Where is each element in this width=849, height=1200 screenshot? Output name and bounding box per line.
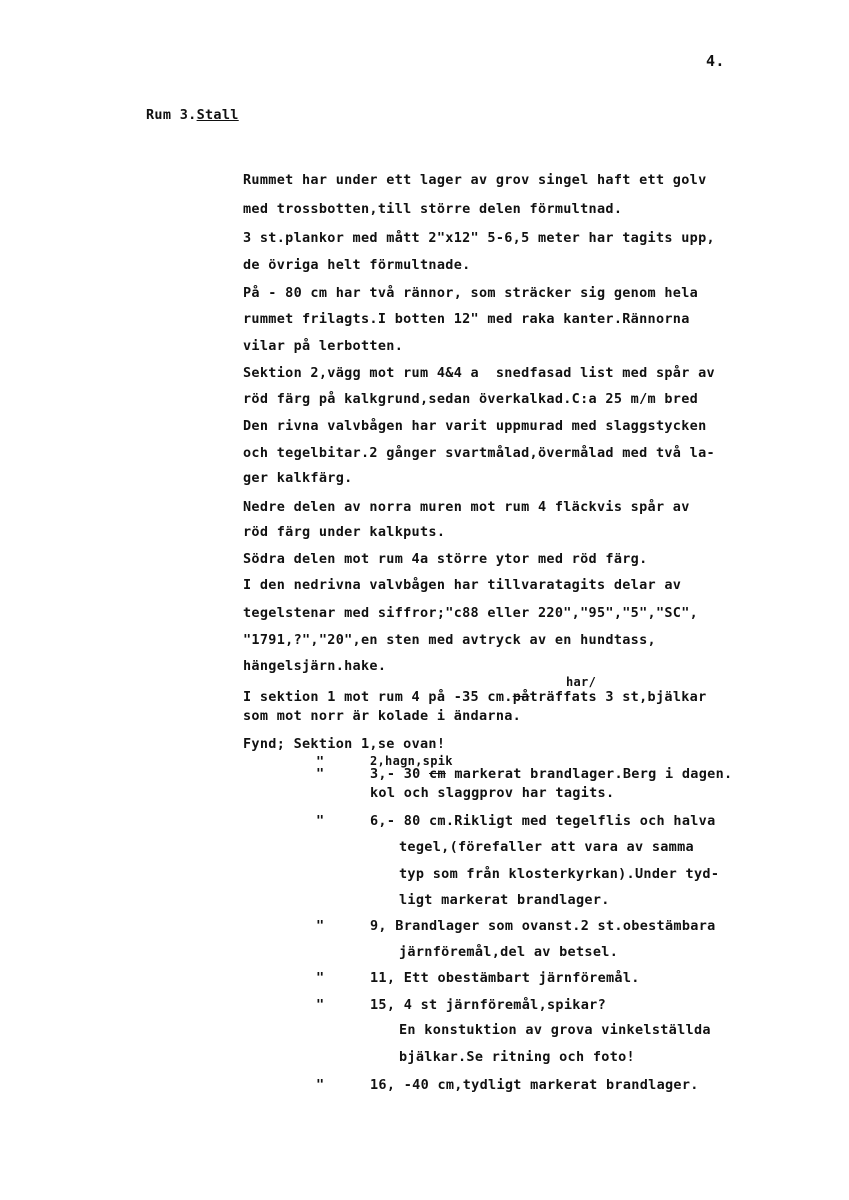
struck-word: på <box>512 689 530 705</box>
body-line: hängelsjärn.hake. <box>243 658 387 674</box>
handwritten-insertion: har/ <box>566 675 597 689</box>
sektion-note-text: I sektion 1 mot rum 4 på -35 cm. <box>243 689 513 705</box>
fynd-entry-text: järnföremål,del av betsel. <box>399 944 619 960</box>
struck-word: cm <box>429 766 446 782</box>
fynd-entry-row <box>370 1076 699 1094</box>
body-line: och tegelbitar.2 gånger svartmålad,övermålad med två la- <box>243 445 715 461</box>
fynd-first-row <box>243 735 445 753</box>
heading-room-name: Stall <box>196 107 239 123</box>
body-line: ger kalkfärg. <box>243 470 353 486</box>
body-line: Den rivna valvbågen har varit uppmurad med slaggstycken <box>243 418 707 434</box>
sektion-note-text-end: träffats 3 st,bjälkar <box>529 689 707 705</box>
body-line: "1791,?","20",en sten med avtryck av en hundtass, <box>243 632 656 648</box>
fynd-entry-text: kol och slaggprov har tagits. <box>370 785 615 801</box>
fynd-entry-text: ligt markerat brandlager. <box>399 892 610 908</box>
fynd-entry-text: -40 cm,tydligt markerat brandlager. <box>403 1077 699 1093</box>
body-line: vilar på lerbotten. <box>243 338 404 354</box>
fynd-entry-number: 9, <box>370 918 387 934</box>
fynd-entry-text: En konstuktion av grova vinkelställda <box>399 1022 711 1038</box>
page-number: 4. <box>706 52 725 70</box>
fynd-first-text: Sektion 1,se ovan! <box>293 736 446 752</box>
sektion-note-line <box>243 688 707 706</box>
ditto-mark: " <box>316 997 325 1013</box>
body-line: de övriga helt förmultnade. <box>243 257 471 273</box>
fynd-entry-number: 15, <box>370 997 396 1013</box>
body-line: med trossbotten,till större delen förmultnad. <box>243 201 623 217</box>
heading-prefix: Rum 3. <box>146 107 197 123</box>
ditto-mark: " <box>316 970 325 986</box>
fynd-entry-text: tegel,(förefaller att vara av samma <box>399 839 694 855</box>
fynd-entry-number: 16, <box>370 1077 396 1093</box>
fynd-entry-text: - 80 cm.Rikligt med tegelflis och halva <box>386 813 716 829</box>
fynd-entry-text: markerat brandlager.Berg i dagen. <box>454 766 733 782</box>
fynd-entry-row <box>370 917 716 935</box>
body-line: I den nedrivna valvbågen har tillvaratagits delar av <box>243 577 682 593</box>
body-line: rummet frilagts.I botten 12" med raka kanter.Rännorna <box>243 311 690 327</box>
fynd-entry-number: 6, <box>370 813 387 829</box>
body-line: tegelstenar med siffror;"c88 eller 220","95","5","SC", <box>243 605 699 621</box>
body-line: På - 80 cm har två rännor, som sträcker sig genom hela <box>243 285 699 301</box>
fynd-label: Fynd; <box>243 736 286 752</box>
ditto-mark: " <box>316 918 325 934</box>
fynd-entry-text: bjälkar.Se ritning och foto! <box>399 1049 635 1065</box>
fynd-entry-number: 3,- 30 <box>370 766 421 782</box>
page-heading <box>146 106 239 124</box>
fynd-entry-row <box>370 765 732 783</box>
fynd-entry-text: typ som från klosterkyrkan).Under tyd- <box>399 866 720 882</box>
handwritten-insertion: 2,hagn,spik <box>370 754 453 768</box>
ditto-mark: " <box>316 1077 325 1093</box>
body-line: Södra delen mot rum 4a större ytor med röd färg. <box>243 551 648 567</box>
ditto-mark: " <box>316 813 325 829</box>
fynd-entry-text: Ett obestämbart järnföremål. <box>403 970 640 986</box>
body-line: Nedre delen av norra muren mot rum 4 fläckvis spår av <box>243 499 690 515</box>
fynd-entry-row <box>370 969 640 987</box>
body-line: Sektion 2,vägg mot rum 4&4 a snedfasad list med spår av <box>243 365 715 381</box>
fynd-entry-number: 11, <box>370 970 396 986</box>
body-line: röd färg på kalkgrund,sedan överkalkad.C:a 25 m/m bred <box>243 391 699 407</box>
fynd-entry-row <box>370 812 716 830</box>
body-line: röd färg under kalkputs. <box>243 524 446 540</box>
body-line: Rummet har under ett lager av grov singel haft ett golv <box>243 172 707 188</box>
sektion-note-line: som mot norr är kolade i ändarna. <box>243 708 522 724</box>
fynd-entry-row <box>370 996 606 1014</box>
body-line: 3 st.plankor med mått 2"x12" 5-6,5 meter har tagits upp, <box>243 230 715 246</box>
ditto-mark: " <box>316 766 325 782</box>
ditto-mark: " <box>316 754 325 770</box>
fynd-entry-text: 4 st järnföremål,spikar? <box>403 997 606 1013</box>
fynd-entry-text: Brandlager som ovanst.2 st.obestämbara <box>395 918 716 934</box>
